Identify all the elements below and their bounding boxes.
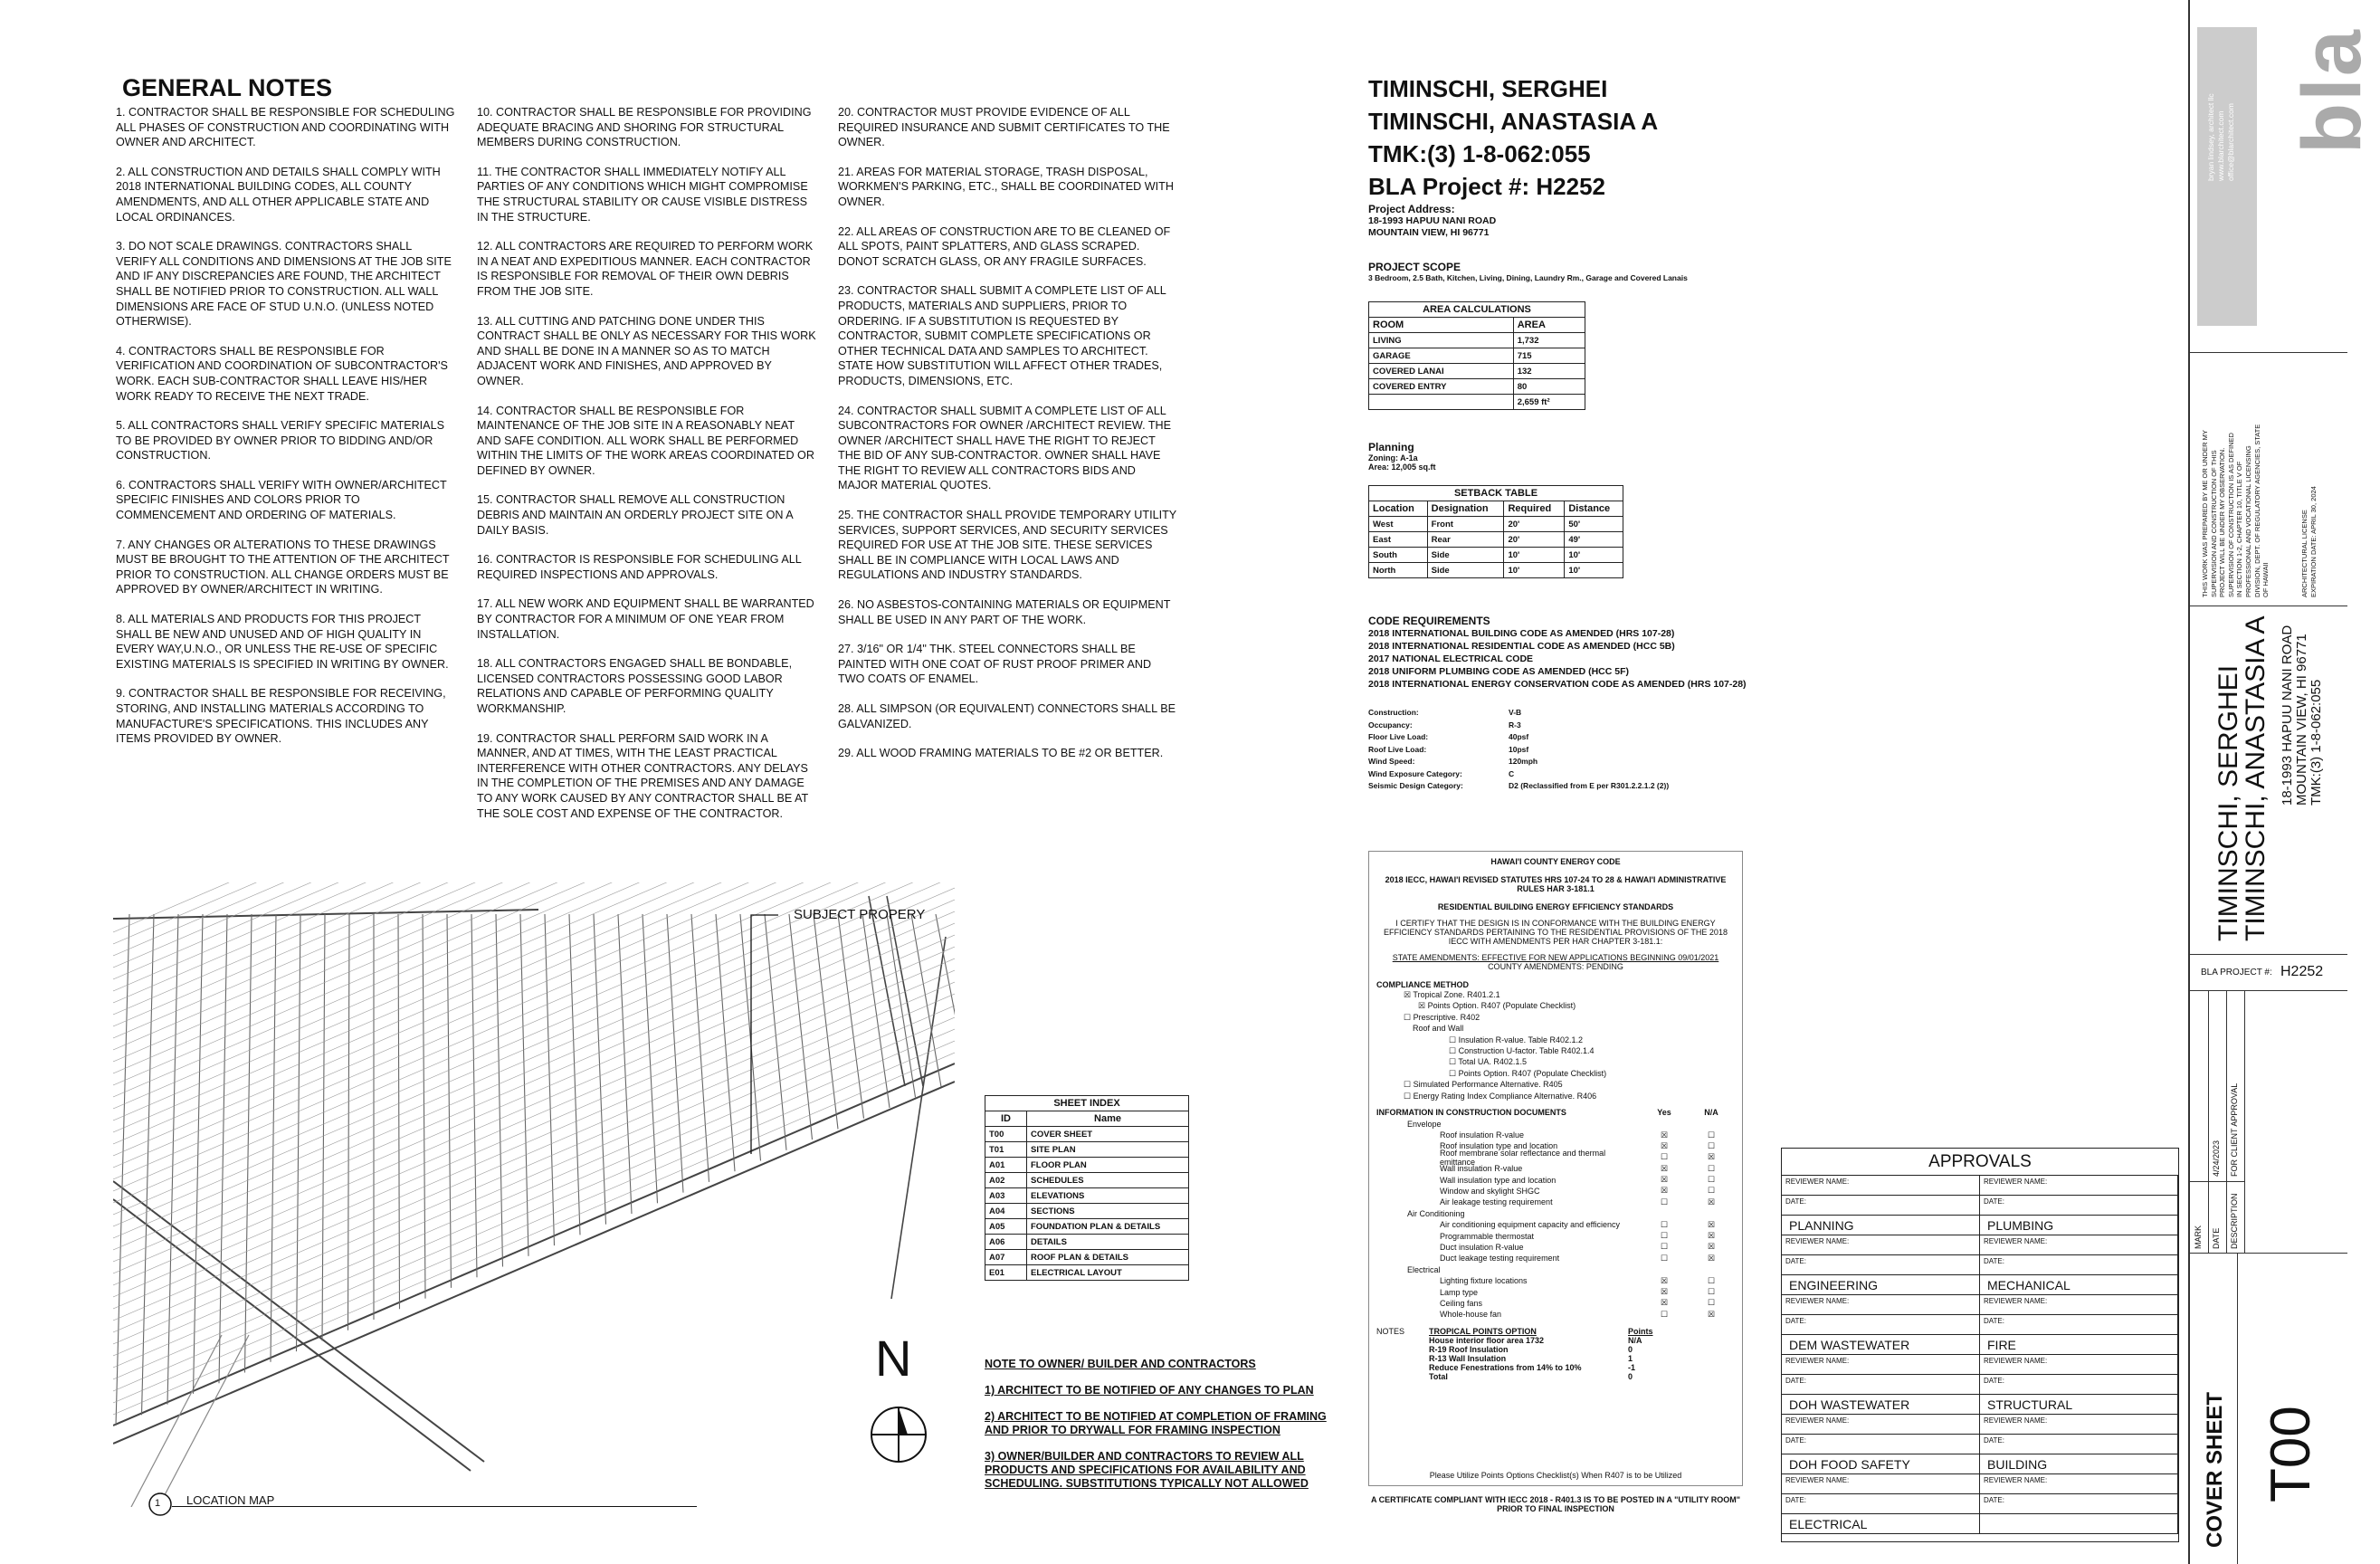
general-note: 6. CONTRACTORS SHALL VERIFY WITH OWNER/ARCHITECT SPECIFIC FINISHES AND COLORS PRIOR TO COMMENCEMENT AND ORDERING OF MATERIALS. xyxy=(116,478,447,522)
setback-cell: Side xyxy=(1427,563,1504,578)
notes-col-2 xyxy=(477,105,816,835)
general-note: 8. ALL MATERIALS AND PRODUCTS FOR THIS PROJECT SHALL BE NEW AND UNUSED AND OF HIGH QUALITY IN EVERY WAY,U.N.O., OR UNLESS THE RE-USE OF SPECIFIC EXISTING MATERIALS IS SPECIFIED IN WRITING BY OWNER. xyxy=(116,613,449,671)
reviewer-name-field: REVIEWER NAME: xyxy=(1980,1235,2178,1255)
compliance-item: ☒ Tropical Zone. R401.2.1 xyxy=(1404,990,1500,999)
project-address: Project Address: 18-1993 HAPUU NANI ROAD MOUNTAIN VIEW, HI 96771 xyxy=(1368,203,1497,238)
bla-project: BLA Project #: H2252 xyxy=(1368,173,1606,200)
energy-item-yes: ☐ xyxy=(1660,1242,1669,1252)
project-header xyxy=(1368,72,1658,203)
setback-cell: 50' xyxy=(1565,517,1623,532)
approval-dept: STRUCTURAL xyxy=(1980,1395,2178,1415)
energy-item-na: ☒ xyxy=(1707,1219,1716,1229)
general-note: 12. ALL CONTRACTORS ARE REQUIRED TO PERFORM WORK IN A NEAT AND EXPEDITIOUS MANNER. EACH CONTRACTOR IS RESPONSIBLE FOR REMOVAL OF THEIR OWN DEBRIS FROM THE JOB SITE. xyxy=(477,240,814,298)
energy-item-yes: ☐ xyxy=(1660,1231,1669,1241)
param-label: Occupancy: xyxy=(1368,720,1413,730)
setback-cell: Side xyxy=(1427,548,1504,563)
points-item: Total xyxy=(1429,1372,1448,1382)
cert-line: IN SECTION 1-2, CHAPTER 10, TITLE V OF xyxy=(2235,461,2244,597)
reviewer-name-field: REVIEWER NAME: xyxy=(1782,1415,1980,1435)
firm-line: office@blarchitect.com xyxy=(2226,103,2235,181)
cert-line: SUPERVISION OF CONSTRUCTION IS AS DEFINED xyxy=(2226,433,2235,597)
approval-dept: ENGINEERING xyxy=(1782,1275,1980,1295)
setback-cell: 20' xyxy=(1504,532,1565,548)
points-item: R-13 Wall Insulation xyxy=(1429,1354,1507,1364)
sheet-index-cell: A05 xyxy=(985,1219,1027,1235)
compliance-item: ☐ Simulated Performance Alternative. R405 xyxy=(1404,1080,1563,1090)
sheet-index-cell: A02 xyxy=(985,1173,1027,1188)
subject-property-label: SUBJECT PROPERY xyxy=(794,907,926,922)
north-label: N xyxy=(875,1330,912,1387)
tmk: TMK:(3) 1-8-062:055 xyxy=(1368,140,1591,167)
energy-certificate-note: A CERTIFICATE COMPLIANT WITH IECC 2018 - R401.3 IS TO BE POSTED IN A "UTILITY ROOM" PRIOR TO FINAL INSPECTION xyxy=(1370,1495,1741,1513)
area-cell: GARAGE xyxy=(1369,348,1514,364)
code-line: 2018 UNIFORM PLUMBING CODE AS AMENDED (HCC 5F) xyxy=(1368,666,1629,677)
tb-address-2: MOUNTAIN VIEW, HI 96771 xyxy=(2294,634,2309,806)
param-value: R-3 xyxy=(1509,720,1521,730)
general-note: 27. 3/16" OR 1/4" THK. STEEL CONNECTORS SHALL BE PAINTED WITH ONE COAT OF RUST PROOF PRIMER AND TWO COATS OF ENAMEL. xyxy=(838,643,1152,686)
cert-line: PROFESSIONAL AND VOCATIONAL LICENSING xyxy=(2243,445,2252,597)
sheet-index-cell: A07 xyxy=(985,1250,1027,1265)
map-label-underline xyxy=(172,1506,697,1507)
general-note: 29. ALL WOOD FRAMING MATERIALS TO BE #2 OR BETTER. xyxy=(838,747,1164,760)
sheet-index-cell: A01 xyxy=(985,1158,1027,1173)
general-note: 16. CONTRACTOR IS RESPONSIBLE FOR SCHEDULING ALL REQUIRED INSPECTIONS AND APPROVALS. xyxy=(477,553,802,581)
energy-item-na: ☒ xyxy=(1707,1231,1716,1241)
setback-header: Designation xyxy=(1427,501,1504,517)
setback-cell: 10' xyxy=(1504,548,1565,563)
date-field: DATE: xyxy=(1980,1255,2178,1275)
compliance-item: ☒ Points Option. R407 (Populate Checklist) xyxy=(1418,1001,1576,1011)
compliance-item: ☐ Points Option. R407 (Populate Checklist) xyxy=(1449,1068,1607,1078)
area-cell xyxy=(1369,395,1514,410)
area-cell: 2,659 ft² xyxy=(1513,395,1585,410)
general-note: 21. AREAS FOR MATERIAL STORAGE, TRASH DISPOSAL, WORKMEN'S PARKING, ETC., SHALL BE COORDINATED WITH OWNER. xyxy=(838,165,1174,208)
map-tag-number: 1 xyxy=(155,1498,161,1509)
energy-item-label: Roof insulation R-value xyxy=(1440,1130,1525,1140)
sheet-index-cell: ELECTRICAL LAYOUT xyxy=(1027,1265,1189,1281)
code-line: 2018 INTERNATIONAL ENERGY CONSERVATION CODE AS AMENDED (HRS 107-28) xyxy=(1368,679,1747,690)
tb-owner-1: TIMINSCHI, SERGHEI xyxy=(2213,664,2243,941)
general-note: 24. CONTRACTOR SHALL SUBMIT A COMPLETE LIST OF ALL SUBCONTRACTORS FOR OWNER /ARCHITECT REVIEW. THE OWNER /ARCHITECT SHALL HAVE THE RIGHT TO REJECT THE BID OF ANY SUB-CONTRACTOR. OWNER SHALL HAVE THE RIGHT TO REVIEW ALL CONTRACTORS BIDS AND MAJOR MATERIAL QUOTES. xyxy=(838,404,1172,492)
general-note: 13. ALL CUTTING AND PATCHING DONE UNDER THIS CONTRACT SHALL BE ONLY AS NECESSARY FOR THIS WORK AND SHALL BE DONE IN A MANNER SO AS TO MATCH ADJACENT WORK AND FINISHES, AND APPROVED BY OWNER. xyxy=(477,314,816,387)
general-note: 1. CONTRACTOR SHALL BE RESPONSIBLE FOR SCHEDULING ALL PHASES OF CONSTRUCTION AND COORDINATING WITH OWNER AND ARCHITECT. xyxy=(116,106,455,149)
general-note: 20. CONTRACTOR MUST PROVIDE EVIDENCE OF ALL REQUIRED INSURANCE AND SUBMIT CERTIFICATES TO THE OWNER. xyxy=(838,106,1170,149)
energy-item-na: ☐ xyxy=(1707,1163,1716,1173)
map-label: LOCATION MAP xyxy=(186,1493,275,1507)
general-note: 19. CONTRACTOR SHALL PERFORM SAID WORK IN A MANNER, AND AT TIMES, WITH THE LEAST PRACTICAL INTERFERENCE WITH OTHER CONTRACTORS. ANY DELAYS IN THE COMPLETION OF THE PREMISES AND ANY DAMAGE TO ANY WORK CAUSED BY ANY CONTRACTOR SHALL BE AT THE SOLE COST AND EXPENSE OF THE CONTRACTOR. xyxy=(477,731,809,820)
certification-section xyxy=(2190,353,2347,606)
energy-item-label: Air leakage testing requirement xyxy=(1440,1197,1553,1207)
tb-tmk: TMK:(3) 1-8-062:055 xyxy=(2309,679,2324,806)
title-block xyxy=(2188,0,2378,1564)
reviewer-name-field: REVIEWER NAME: xyxy=(1980,1474,2178,1494)
param-label: Construction: xyxy=(1368,708,1419,717)
subject-leader xyxy=(751,915,778,1154)
code-line: 2017 NATIONAL ELECTRICAL CODE xyxy=(1368,653,1534,664)
param-value: 120mph xyxy=(1509,757,1538,766)
setback-header: Location xyxy=(1369,501,1428,517)
energy-item-label: Duct insulation R-value xyxy=(1440,1242,1524,1252)
energy-item-yes: ☒ xyxy=(1660,1186,1669,1196)
general-note: 26. NO ASBESTOS-CONTAINING MATERIALS OR EQUIPMENT SHALL BE USED IN ANY PART OF THE WORK. xyxy=(838,598,1171,626)
approval-dept: DOH FOOD SAFETY xyxy=(1782,1454,1980,1474)
setback-cell: South xyxy=(1369,548,1428,563)
points-value: 1 xyxy=(1628,1354,1633,1364)
setback-cell: Rear xyxy=(1427,532,1504,548)
energy-item-yes: ☐ xyxy=(1660,1219,1669,1229)
energy-item-label: Electrical xyxy=(1407,1264,1441,1274)
sheet-index-cell: A04 xyxy=(985,1204,1027,1219)
firm-line: www.blarchitect.com xyxy=(2216,110,2225,181)
compliance-item: ☐ Total UA. R402.1.5 xyxy=(1449,1057,1527,1067)
setback-cell: East xyxy=(1369,532,1428,548)
param-value: C xyxy=(1509,768,1515,778)
sheet-index-cell: A06 xyxy=(985,1235,1027,1250)
points-value: 0 xyxy=(1628,1345,1633,1355)
energy-item-label: Lamp type xyxy=(1440,1287,1479,1297)
approval-dept xyxy=(1980,1514,2178,1534)
cert-line: THIS WORK WAS PREPARED BY ME OR UNDER MY xyxy=(2201,430,2209,597)
general-note: 18. ALL CONTRACTORS ENGAGED SHALL BE BONDABLE, LICENSED CONTRACTORS POSSESSING GOOD LABOR RELATIONS AND CAPABLE OF PERFORMING QUALITY WORKMANSHIP. xyxy=(477,657,793,715)
reviewer-name-field: REVIEWER NAME: xyxy=(1782,1295,1980,1315)
area-cell: COVERED LANAI xyxy=(1369,364,1514,379)
date-field: DATE: xyxy=(1782,1494,1980,1514)
general-notes-title: GENERAL NOTES xyxy=(122,74,333,101)
cert-line: PROJECT WILL BE UNDER MY OBSERVATION. xyxy=(2218,447,2227,597)
bla-logo: bla xyxy=(2286,28,2378,154)
general-note: 4. CONTRACTORS SHALL BE RESPONSIBLE FOR VERIFICATION AND COORDINATION OF SUBCONTRACTOR'S WORK. EACH SUB-CONTRACTOR SHALL LEAVE HIS/HER WORK READY TO RECEIVE THE NEXT TRADE. xyxy=(116,344,448,403)
points-value: -1 xyxy=(1628,1363,1636,1373)
energy-item-na: ☐ xyxy=(1707,1275,1716,1285)
rev-desc: FOR CLIENT APPROVAL xyxy=(2230,1082,2239,1177)
param-value: 40psf xyxy=(1509,732,1529,741)
general-note: 7. ANY CHANGES OR ALTERATIONS TO THESE DRAWINGS MUST BE BROUGHT TO THE ATTENTION OF THE ARCHITECT PRIOR TO CONSTRUCTION. ALL CHANGE ORDERS MUST BE APPROVED BY OWNER/ARCHITECT IN WRITING. xyxy=(116,538,450,596)
location-map xyxy=(113,882,955,1507)
planning: Planning Zoning: A-1a Area: 12,005 sq.ft xyxy=(1368,441,1436,472)
energy-item-label: Air Conditioning xyxy=(1407,1208,1465,1218)
setback-cell: 49' xyxy=(1565,532,1623,548)
param-value: D2 (Reclassified from E per R301.2.2.1.2 (2)) xyxy=(1509,781,1670,790)
energy-item-na: ☐ xyxy=(1707,1140,1716,1150)
setback-cell: Front xyxy=(1427,517,1504,532)
energy-item-yes: ☒ xyxy=(1660,1298,1669,1308)
general-note: 25. THE CONTRACTOR SHALL PROVIDE TEMPORARY UTILITY SERVICES, SUPPORT SERVICES, AND SECURITY SERVICES REQUIRED FOR USE AT THE JOB SITE. THESE SERVICES SHALL BE IN COMPLIANCE WITH LOCAL LAWS AND REGULATIONS AND INDUSTRY STANDARDS. xyxy=(838,509,1176,582)
area-calculations-table: AREA CALCULATIONS ROOM AREA LIVING 1,732 GARAGE 715 COVERED LANAI 132 COVERED ENTRY 80 2,659 ft² xyxy=(1368,301,1585,410)
general-note: 10. CONTRACTOR SHALL BE RESPONSIBLE FOR PROVIDING ADEQUATE BRACING AND SHORING FOR STRUCTURAL MEMBERS DURING CONSTRUCTION. xyxy=(477,106,812,149)
tb-address-1: 18-1993 HAPUU NANI ROAD xyxy=(2280,625,2295,806)
setback-cell: 20' xyxy=(1504,517,1565,532)
date-field: DATE: xyxy=(1782,1255,1980,1275)
sheet-index-cell: ROOF PLAN & DETAILS xyxy=(1027,1250,1189,1265)
general-note: 14. CONTRACTOR SHALL BE RESPONSIBLE FOR MAINTENANCE OF THE JOB SITE IN A REASONABLY NEAT AND SAFE CONDITION. ALL WORK SHALL BE PERFORMED WITHIN THE LIMITS OF THE WORK AREAS COORDINATED OR DEFINED BY OWNER. xyxy=(477,404,814,477)
energy-item-na: ☐ xyxy=(1707,1186,1716,1196)
energy-item-label: Roof insulation type and location xyxy=(1440,1141,1558,1151)
energy-item-label: Whole-house fan xyxy=(1440,1310,1502,1320)
notes-col-1 xyxy=(116,105,455,761)
reviewer-name-field: REVIEWER NAME: xyxy=(1782,1235,1980,1255)
reviewer-name-field: REVIEWER NAME: xyxy=(1782,1355,1980,1375)
points-value: N/A xyxy=(1628,1336,1642,1346)
sheet-index-cell: FLOOR PLAN xyxy=(1027,1158,1189,1173)
license-text xyxy=(2300,486,2318,597)
energy-item-label: Lighting fixture locations xyxy=(1440,1276,1528,1286)
energy-item-na: ☒ xyxy=(1707,1197,1716,1206)
sheet-index-cell: A03 xyxy=(985,1188,1027,1204)
general-note: 28. ALL SIMPSON (OR EQUIVALENT) CONNECTORS SHALL BE GALVANIZED. xyxy=(838,702,1176,730)
energy-item-yes: ☐ xyxy=(1660,1152,1669,1162)
points-col: Points xyxy=(1628,1327,1653,1337)
area-cell: 715 xyxy=(1513,348,1585,364)
points-item: House interior floor area 1732 xyxy=(1429,1336,1545,1346)
sheet-index-cell: FOUNDATION PLAN & DETAILS xyxy=(1027,1219,1189,1235)
sheet-index-cell: ELEVATIONS xyxy=(1027,1188,1189,1204)
general-note: 3. DO NOT SCALE DRAWINGS. CONTRACTORS SHALL VERIFY ALL CONDITIONS AND DIMENSIONS AT THE JOB SITE AND IF ANY DISCREPANCIES ARE FOUND, THE ARCHITECT SHALL BE NOTIFIED PRIOR TO CONSTRUCTION. ALL WALL DIMENSIONS ARE FACE OF STUD U.N.O. (UNLESS NOTED OTHERWISE). xyxy=(116,240,452,329)
date-field: DATE: xyxy=(1980,1196,2178,1216)
area-cell: LIVING xyxy=(1369,333,1514,348)
date-field: DATE: xyxy=(1782,1196,1980,1216)
setback-cell: 10' xyxy=(1565,563,1623,578)
sheet-index-table: SHEET INDEX ID Name T00 COVER SHEET T01 SITE PLAN A01 FLOOR PLAN A02 SCHEDULES A03 ELEVATIONS A04 SECTIONS A05 FOUNDATION PLAN & DETAILS A06 DETAILS A07 ROOF PLAN & DETAILS E01 ELECTRICAL LAYOUT xyxy=(985,1095,1189,1281)
approval-dept: BUILDING xyxy=(1980,1454,2178,1474)
area-cell: 1,732 xyxy=(1513,333,1585,348)
energy-item-yes: ☒ xyxy=(1660,1140,1669,1150)
energy-item-label: Duct leakage testing requirement xyxy=(1440,1254,1560,1264)
energy-item-na: ☐ xyxy=(1707,1130,1716,1140)
approval-dept: DEM WASTEWATER xyxy=(1782,1335,1980,1355)
param-label: Seismic Design Category: xyxy=(1368,781,1463,790)
energy-item-na: ☐ xyxy=(1707,1287,1716,1296)
reviewer-name-field: REVIEWER NAME: xyxy=(1980,1415,2178,1435)
sheet-title: COVER SHEET xyxy=(2203,1391,2227,1548)
compliance-item: Roof and Wall xyxy=(1413,1024,1464,1034)
energy-item-yes: ☐ xyxy=(1660,1197,1669,1206)
points-value: 0 xyxy=(1628,1372,1633,1382)
cert-line: DIVISION, DEPT. OF REGULATORY AGENCIES, STATE xyxy=(2252,424,2261,597)
license-line: EXPIRATION DATE: APRIL 30, 2024 xyxy=(2309,486,2318,597)
general-note: 22. ALL AREAS OF CONSTRUCTION ARE TO BE CLEANED OF ALL SPOTS, PAINT SPLATTERS, AND GLASS SCRAPED. DONOT SCRATCH GLASS, OR ANY FRAGILE SURFACES. xyxy=(838,224,1171,268)
approval-dept: PLUMBING xyxy=(1980,1216,2178,1235)
certification-text xyxy=(2201,424,2271,597)
param-value: V-B xyxy=(1509,708,1522,717)
sheet-number: T00 xyxy=(2260,1406,2322,1502)
setback-header: Distance xyxy=(1565,501,1623,517)
energy-item-yes: ☐ xyxy=(1660,1309,1669,1319)
revision-section: MARK DATE DESCRIPTION 4/24/2023 FOR CLIENT APPROVAL xyxy=(2190,991,2347,1254)
date-field: DATE: xyxy=(1980,1494,2178,1514)
reviewer-name-field: REVIEWER NAME: xyxy=(1980,1295,2178,1315)
param-label: Wind Speed: xyxy=(1368,757,1415,766)
compliance-item: ☐ Energy Rating Index Compliance Alternative. R406 xyxy=(1404,1091,1597,1101)
owner-notes: NOTE TO OWNER/ BUILDER AND CONTRACTORS 1) ARCHITECT TO BE NOTIFIED OF ANY CHANGES TO PLAN 2) ARCHITECT TO BE NOTIFIED AT COMPLETION OF FRAMING AND PRIOR TO DRYWALL FOR FRAMING INSPECTION 3) OWNER/BUILDER AND CONTRACTORS TO REVIEW ALL PRODUCTS AND SPECIFICATIONS FOR AVAILABILITY AND SCHEDULING. SUBSTITUTIONS TYPICALLY NOT ALLOWED xyxy=(985,1358,1327,1490)
logo-section xyxy=(2190,0,2378,353)
approval-dept: ELECTRICAL xyxy=(1782,1514,1980,1534)
energy-item-na: ☒ xyxy=(1707,1309,1716,1319)
points-item: Reduce Fenestrations from 14% to 10% xyxy=(1429,1363,1582,1373)
param-label: Wind Exposure Category: xyxy=(1368,768,1462,778)
sheet-index-cell: SITE PLAN xyxy=(1027,1142,1189,1158)
energy-item-na: ☒ xyxy=(1707,1253,1716,1263)
setback-table: SETBACK TABLE Location Designation Required Distance West Front 20' 50' East Rear 20' 49' South Side 10' 10' North Side 10' 10' xyxy=(1368,485,1623,578)
general-note: 11. THE CONTRACTOR SHALL IMMEDIATELY NOTIFY ALL PARTIES OF ANY CONDITIONS WHICH MIGHT COMPROMISE THE STRUCTURAL STABILITY OR CAUSE VISIBLE DISTRESS IN THE STRUCTURE. xyxy=(477,165,808,224)
firm-line: bryan lindsey, architect llc xyxy=(2206,93,2215,181)
reviewer-name-field: REVIEWER NAME: xyxy=(1980,1355,2178,1375)
sheet-index-cell: E01 xyxy=(985,1265,1027,1281)
compliance-item: ☐ Prescriptive. R402 xyxy=(1404,1012,1480,1022)
param-label: Roof Live Load: xyxy=(1368,744,1427,754)
firm-info xyxy=(2206,93,2236,181)
setback-header: Required xyxy=(1504,501,1565,517)
energy-item-label: Programmable thermostat xyxy=(1440,1231,1535,1241)
energy-code-box: HAWAI'I COUNTY ENERGY CODE 2018 IECC, HAWAI'I REVISED STATUTES HRS 107-24 TO 28 & HAWAI'I ADMINISTRATIVE RULES HAR 3-181.1 RESIDENTIAL BUILDING ENERGY EFFICIENCY STANDARDS I CERTIFY THAT THE DESIGN IS IN CONFORMANCE WITH THE BUILDING ENERGY EFFICIENCY STANDARDS PERTAINING TO THE RESIDENTIAL PROVISIONS OF THE 2018 IECC WITH AMENDMENTS PER HAR CHAPTER 3-181.1: STATE AMENDMENTS: EFFECTIVE FOR NEW APPLICATIONS BEGINNING 09/01/2021 COUNTY AMENDMENTS: PENDING COMPLIANCE METHOD ☒ Tropical Zone. R401.2.1 ☒ Points Option. R407 (Populate Checklist) ☐ Prescriptive. R402 Roof and Wall ☐ Insulation R-value. Table R402.1.2 ☐ Construction U-factor. Table R402.1.4 ☐ Total UA. R402.1.5 ☐ Points Option. R407 (Populate Checklist) ☐ Simulated Performance Alternative. R405 ☐ Energy Rating Index Compliance Alternative. R406 INFORMATION IN CONSTRUCTION DOCUMENTS Yes N/A Envelope Roof insulation R-value ☒ ☐ Roof insulation type and location ☒ ☐ Roof membrane solar reflectance and thermal emittance ☐ ☒ Wall insulation R-value ☒ ☐ Wall insulation type and location ☒ ☐ Window and skylight SHGC ☒ ☐ Air leakage testing requirement ☐ ☒ Air Conditioning Air conditioning equipment capacity and efficiency ☐ ☒ Programmable thermostat ☐ ☒ Duct insulation R-value ☐ ☒ Duct leakage testing requirement ☐ ☒ Electrical Lighting fixture locations ☒ ☐ Lamp type ☒ ☐ Ceiling fans ☒ ☐ Whole-house fan ☐ ☒ NOTES TROPICAL POINTS OPTION Points House interior floor area 1732 N/A R-19 Roof Insulation 0 R-13 Wall Insulation 1 Reduce Fenestrations from 14% to 10% -1 Total 0 Please Utilize Points Options Checklist(s) When R407 is to be Utilized xyxy=(1368,851,1743,1486)
owner-1: TIMINSCHI, SERGHEI xyxy=(1368,75,1608,102)
owner-2: TIMINSCHI, ANASTASIA A xyxy=(1368,108,1659,135)
energy-item-na: ☒ xyxy=(1707,1242,1716,1252)
bla-project-section: BLA PROJECT #: H2252 xyxy=(2190,955,2347,991)
cert-line: OF HAWAII xyxy=(2261,562,2271,597)
setback-cell: West xyxy=(1369,517,1428,532)
energy-item-na: ☒ xyxy=(1707,1152,1716,1162)
general-note: 2. ALL CONSTRUCTION AND DETAILS SHALL COMPLY WITH 2018 INTERNATIONAL BUILDING CODES, ALL COUNTY AMENDMENTS, AND ALL OTHER APPLICABLE STATE AND LOCAL ORDINANCES. xyxy=(116,165,441,224)
date-field: DATE: xyxy=(1980,1315,2178,1335)
license-line: ARCHITECTURAL LICENSE xyxy=(2300,510,2309,597)
setback-cell: North xyxy=(1369,563,1428,578)
approval-dept: DOH WASTEWATER xyxy=(1782,1395,1980,1415)
energy-item-na: ☐ xyxy=(1707,1298,1716,1308)
sheet-index-cell: T01 xyxy=(985,1142,1027,1158)
setback-cell: 10' xyxy=(1504,563,1565,578)
sheet-index-cell: SCHEDULES xyxy=(1027,1173,1189,1188)
area-cell: COVERED ENTRY xyxy=(1369,379,1514,395)
energy-item-yes: ☒ xyxy=(1660,1130,1669,1140)
notes-col-3 xyxy=(838,105,1177,776)
energy-item-yes: ☒ xyxy=(1660,1175,1669,1185)
compliance-item: ☐ Insulation R-value. Table R402.1.2 xyxy=(1449,1035,1583,1044)
date-field: DATE: xyxy=(1782,1435,1980,1454)
sheet-index-cell: DETAILS xyxy=(1027,1235,1189,1250)
energy-item-label: Window and skylight SHGC xyxy=(1440,1186,1540,1196)
general-note: 5. ALL CONTRACTORS SHALL VERIFY SPECIFIC MATERIALS TO BE PROVIDED BY OWNER PRIOR TO BIDDING AND/OR CONSTRUCTION. xyxy=(116,419,444,463)
approval-dept: MECHANICAL xyxy=(1980,1275,2178,1295)
energy-item-label: Air conditioning equipment capacity and efficiency xyxy=(1440,1220,1620,1230)
project-scope: PROJECT SCOPE 3 Bedroom, 2.5 Bath, Kitchen, Living, Dining, Laundry Rm., Garage and Covered Lanais xyxy=(1368,261,1688,282)
energy-item-label: Wall insulation type and location xyxy=(1440,1175,1557,1185)
sheet-index-cell: COVER SHEET xyxy=(1027,1127,1189,1142)
energy-item-yes: ☒ xyxy=(1660,1163,1669,1173)
sheet-section xyxy=(2190,1254,2347,1564)
sheet-index-cell: SECTIONS xyxy=(1027,1204,1189,1219)
reviewer-name-field: REVIEWER NAME: xyxy=(1782,1176,1980,1196)
energy-item-label: Roof membrane solar reflectance and thermal emittance xyxy=(1440,1148,1606,1167)
rev-date: 4/24/2023 xyxy=(2212,1140,2221,1177)
cert-line: SUPERVISION AND CONSTRUCTION OF THIS xyxy=(2209,450,2218,597)
compliance-item: ☐ Construction U-factor. Table R402.1.4 xyxy=(1449,1046,1595,1056)
energy-item-label: Envelope xyxy=(1407,1119,1442,1129)
general-note: 17. ALL NEW WORK AND EQUIPMENT SHALL BE WARRANTED BY CONTRACTOR FOR A MINIMUM OF ONE YEAR FROM INSTALLATION. xyxy=(477,597,814,641)
approval-dept: PLANNING xyxy=(1782,1216,1980,1235)
points-label: TROPICAL POINTS OPTION xyxy=(1429,1327,1537,1337)
energy-item-na: ☐ xyxy=(1707,1175,1716,1185)
code-line: 2018 INTERNATIONAL RESIDENTIAL CODE AS AMENDED (HCC 5B) xyxy=(1368,641,1675,652)
code-line: 2018 INTERNATIONAL BUILDING CODE AS AMENDED (HRS 107-28) xyxy=(1368,628,1675,639)
general-note: 23. CONTRACTOR SHALL SUBMIT A COMPLETE LIST OF ALL PRODUCTS, MATERIALS AND SUPPLIERS, PRIOR TO ORDERING. IF A SUBSTITUTION IS REQUESTED BY CONTRACTOR, SUBMIT COMPLETE SPECIFICATIONS OR OTHER TECHNICAL DATA AND SAMPLES TO ARCHITECT. STATE HOW SUBSTITUTION WILL AFFECT OTHER TRADES, PRODUCTS, DIMENSIONS, ETC. xyxy=(838,284,1166,387)
north-arrow-icon xyxy=(871,1407,926,1462)
date-field: DATE: xyxy=(1782,1375,1980,1395)
energy-item-label: Ceiling fans xyxy=(1440,1298,1483,1308)
energy-item-yes: ☐ xyxy=(1660,1253,1669,1263)
tb-owner-2: TIMINSCHI, ANASTASIA A xyxy=(2241,615,2271,941)
energy-item-yes: ☒ xyxy=(1660,1275,1669,1285)
approvals-title: APPROVALS xyxy=(1782,1149,2178,1176)
code-requirements: CODE REQUIREMENTS 2018 INTERNATIONAL BUILDING CODE AS AMENDED (HRS 107-28) 2018 INTERNATIONAL RESIDENTIAL CODE AS AMENDED (HCC 5B) 2017 NATIONAL ELECTRICAL CODE 2018 UNIFORM PLUMBING CODE AS AMENDED (HCC 5F) 2018 INTERNATIONAL ENERGY CONSERVATION CODE AS AMENDED (HRS 107-28) Construction: V-B Occupancy: R-3 Floor Live Load: 40psf Roof Live Load: 10psf Wind Speed: 120mph Wind Exposure Category: C Seismic Design Category: D2 (Reclassified from E per R301.2.2.1.2 (2)) xyxy=(1368,615,1747,793)
energy-item-label: Wall insulation R-value xyxy=(1440,1164,1523,1174)
points-item: R-19 Roof Insulation xyxy=(1429,1345,1509,1355)
approval-dept: FIRE xyxy=(1980,1335,2178,1355)
area-cell: 132 xyxy=(1513,364,1585,379)
date-field: DATE: xyxy=(1980,1435,2178,1454)
reviewer-name-field: REVIEWER NAME: xyxy=(1782,1474,1980,1494)
owner-section xyxy=(2190,606,2347,955)
reviewer-name-field: REVIEWER NAME: xyxy=(1980,1176,2178,1196)
sheet-index-cell: T00 xyxy=(985,1127,1027,1142)
date-field: DATE: xyxy=(1782,1315,1980,1335)
energy-item-yes: ☒ xyxy=(1660,1287,1669,1296)
general-note: 15. CONTRACTOR SHALL REMOVE ALL CONSTRUCTION DEBRIS AND MAINTAIN AN ORDERLY PROJECT SITE ON A DAILY BASIS. xyxy=(477,493,793,537)
param-label: Floor Live Load: xyxy=(1368,732,1429,741)
approvals-box xyxy=(1781,1148,2179,1542)
area-cell: 80 xyxy=(1513,379,1585,395)
param-value: 10psf xyxy=(1509,744,1529,754)
general-note: 9. CONTRACTOR SHALL BE RESPONSIBLE FOR RECEIVING, STORING, AND INSTALLING MATERIALS ACCORDING TO MANUFACTURE'S SPECIFICATIONS. THIS INCLUDES ANY ITEMS PROVIDED BY OWNER. xyxy=(116,687,446,746)
setback-cell: 10' xyxy=(1565,548,1623,563)
date-field: DATE: xyxy=(1980,1375,2178,1395)
